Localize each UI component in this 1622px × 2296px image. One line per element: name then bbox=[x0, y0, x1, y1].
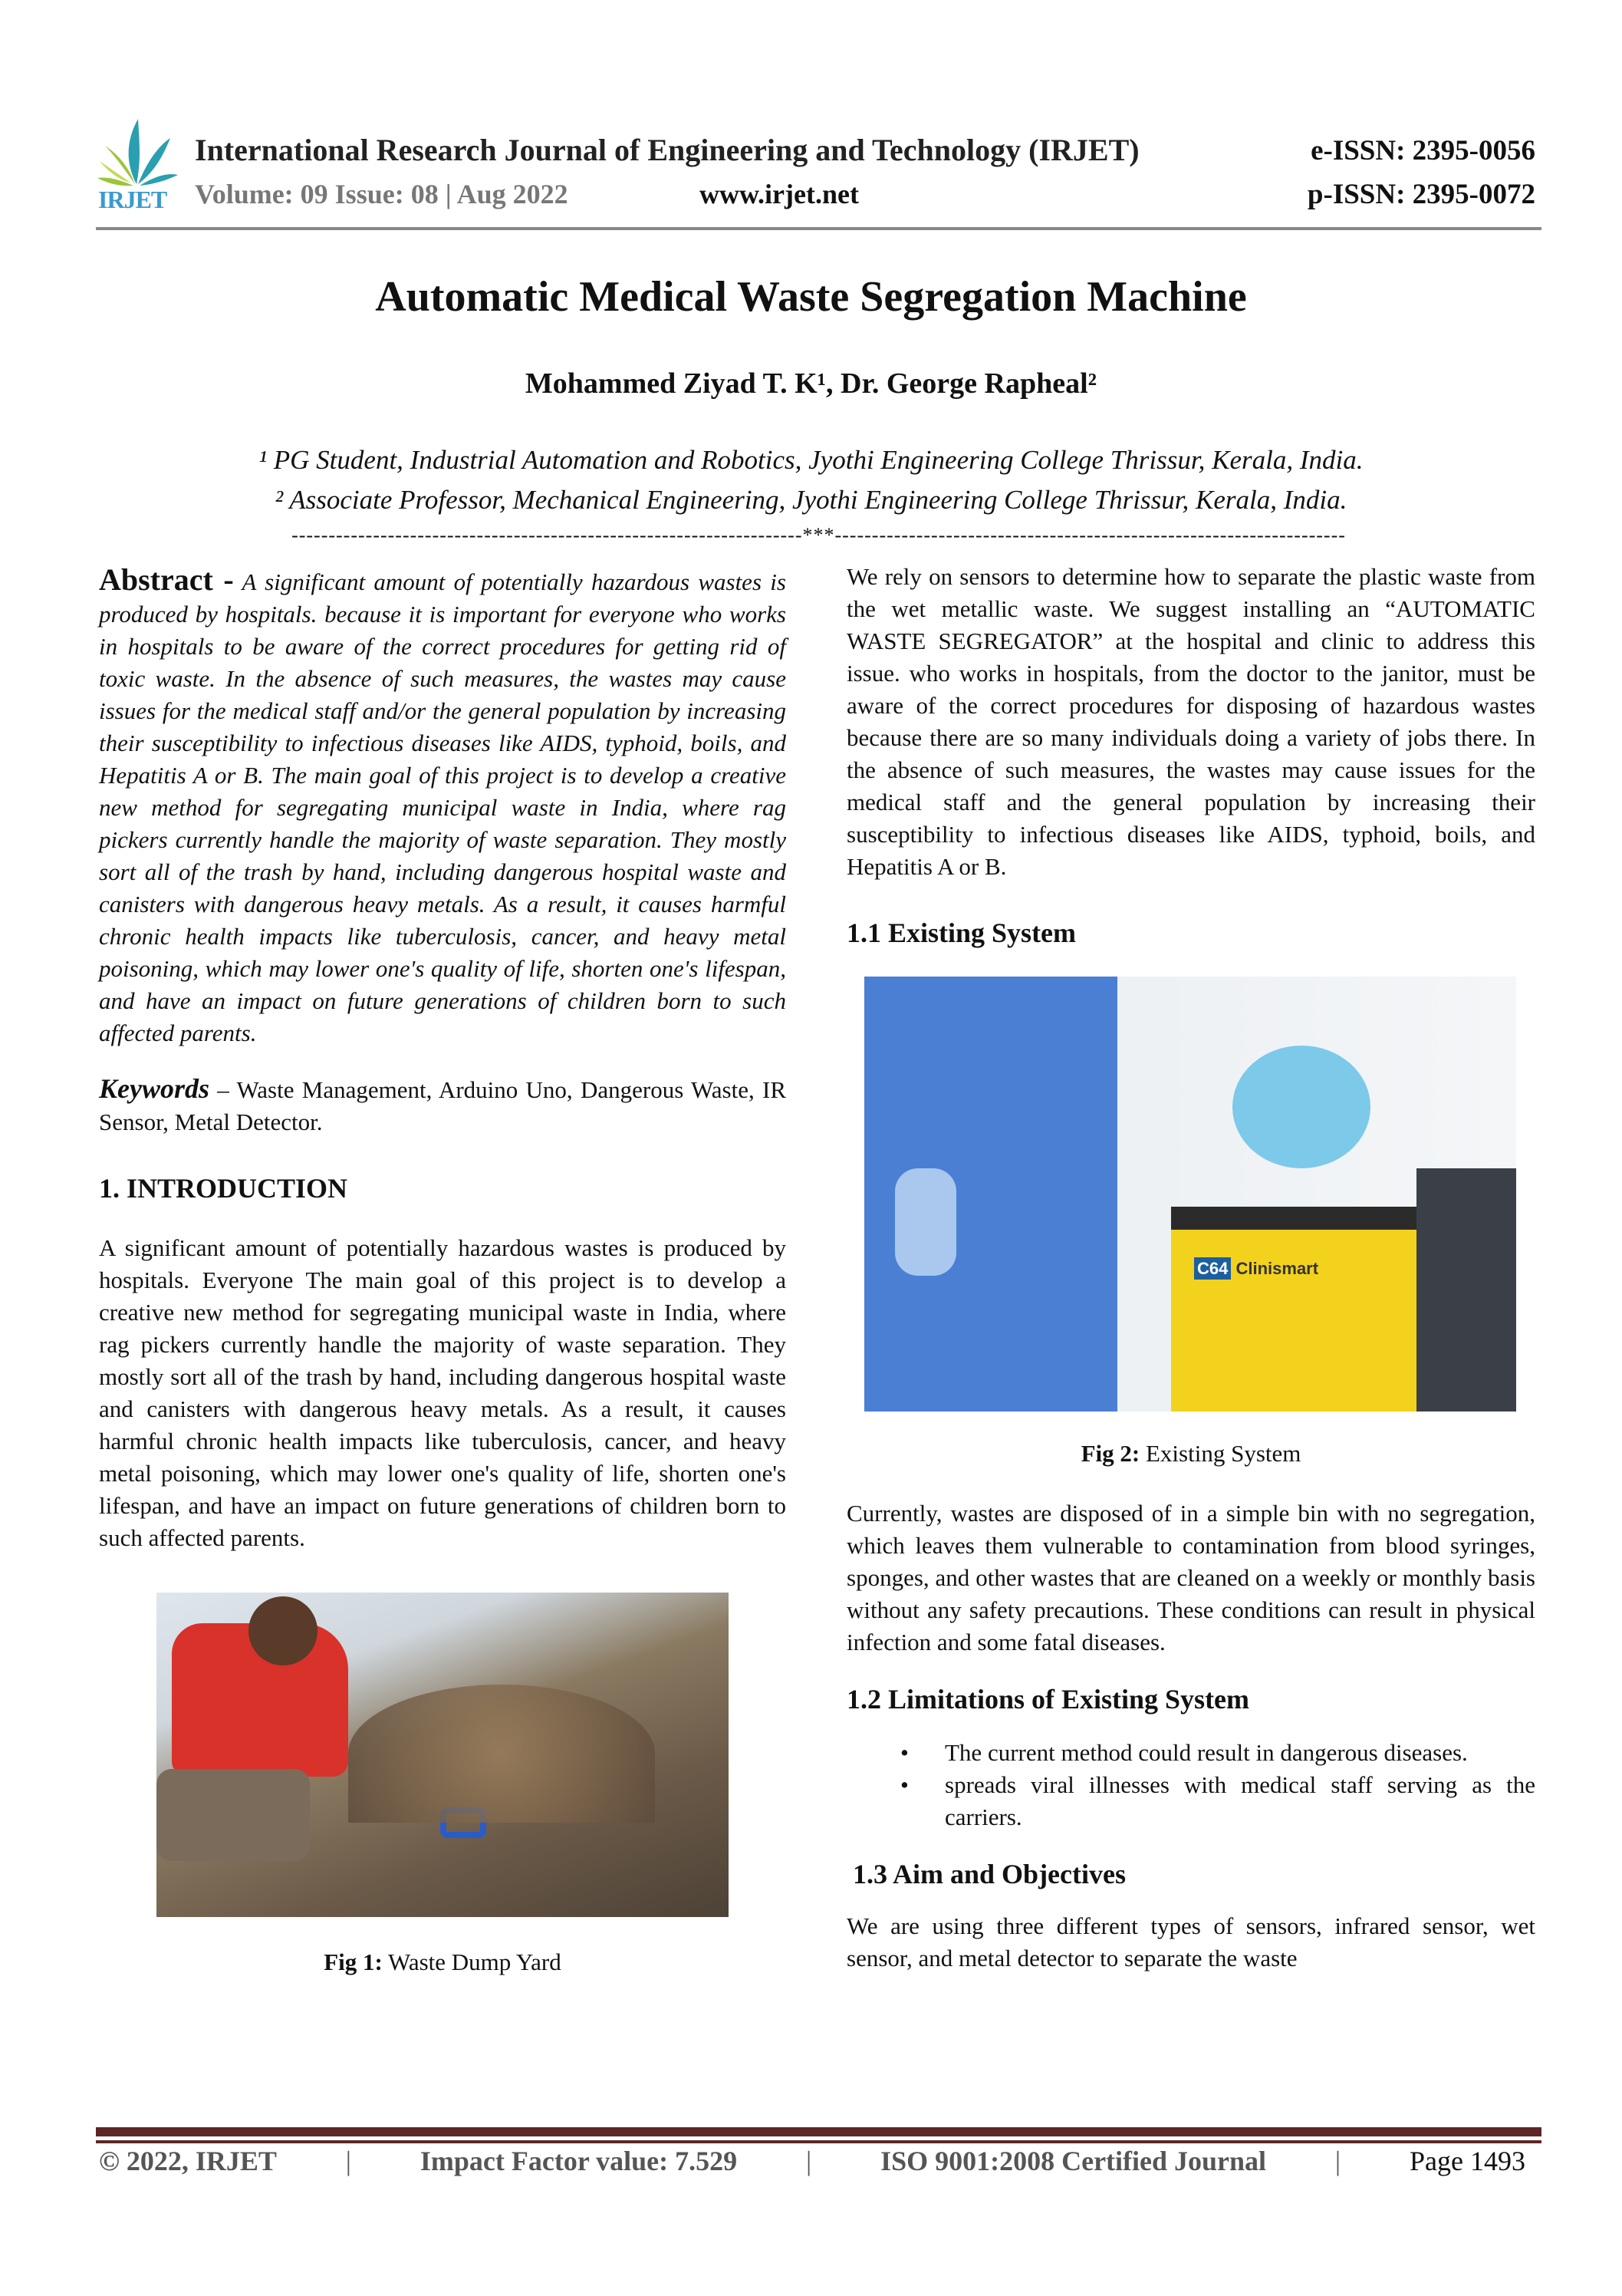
paper-title: Automatic Medical Waste Segregation Machine bbox=[375, 273, 1247, 321]
fig1-image bbox=[156, 1593, 729, 1917]
fig2-caption-text: Existing System bbox=[1140, 1440, 1301, 1467]
affiliation-2: ² Associate Professor, Mechanical Engineering, Jyothi Engineering College Thrissur, Kerala, India. bbox=[275, 485, 1347, 515]
footer-bar bbox=[96, 2127, 1541, 2136]
abstract bbox=[99, 564, 786, 1049]
existing-system-text: Currently, wastes are disposed of in a simple bin with no segregation, which leaves them vulnerable to contamination from blood syringes, sponges, and other wastes that are cleaned on a weekly or monthly basis without any safety precautions. These conditions can result in physical infection and some fatal diseases. bbox=[847, 1500, 1535, 1655]
irjet-logo bbox=[94, 115, 179, 215]
header-divider bbox=[96, 227, 1541, 230]
footer-page-number: Page 1493 bbox=[1410, 2146, 1525, 2176]
section-1-1-heading: 1.1 Existing System bbox=[847, 917, 1077, 948]
fig2-image bbox=[864, 977, 1516, 1412]
fig1-caption-text: Waste Dump Yard bbox=[382, 1948, 561, 1975]
section-1-2-heading: 1.2 Limitations of Existing System bbox=[847, 1684, 1250, 1715]
pissn: p-ISSN: 2395-0072 bbox=[1307, 179, 1535, 210]
volume-info: Volume: 09 Issue: 08 | Aug 2022 bbox=[195, 179, 568, 209]
fig2-caption bbox=[847, 1438, 1535, 1470]
keywords-text: – Waste Management, Arduino Uno, Dangerous Waste, IR Sensor, Metal Detector. bbox=[99, 1076, 786, 1135]
footer-separator: | bbox=[1334, 2146, 1341, 2176]
left-column bbox=[99, 564, 786, 1978]
aim-text: We are using three different types of sensors, infrared sensor, wet sensor, and metal detector to separate the waste bbox=[847, 1912, 1535, 1972]
bin-brand: Clinismart bbox=[1235, 1259, 1319, 1278]
footer bbox=[99, 2145, 1525, 2177]
fig1-caption bbox=[99, 1946, 786, 1978]
footer-bar-thin bbox=[96, 2140, 1541, 2143]
affiliation-1: ¹ PG Student, Industrial Automation and Robotics, Jyothi Engineering College Thrissur, Kerala, India. bbox=[258, 445, 1364, 475]
keywords bbox=[99, 1072, 786, 1138]
bin-code: C64 bbox=[1194, 1257, 1231, 1280]
logo-text: IRJET bbox=[98, 186, 167, 213]
right-intro-text: We rely on sensors to determine how to separate the plastic waste from the wet metallic waste. We suggest installing an “AUTOMATIC WASTE SEGREGATOR” at the hospital and clinic to address this issue. who works in hospitals, from the doctor to the janitor, must be aware of the correct procedures for disposing of hazardous wastes because there are so many individuals doing a variety of jobs there. In the absence of such measures, the wastes may cause issues for the medical staff and the general population by increasing their susceptibility to infectious diseases like AIDS, typhoid, boils, and Hepatitis A or B. bbox=[847, 563, 1535, 880]
separator: ---------------------------------------------------------------------***--------------------------------------------------------------------- bbox=[291, 524, 1346, 546]
section-introduction-heading: 1. INTRODUCTION bbox=[99, 1173, 348, 1204]
fig1-label: Fig 1: bbox=[324, 1948, 383, 1975]
footer-separator: | bbox=[806, 2146, 812, 2176]
right-column bbox=[847, 561, 1535, 1975]
abstract-text: A significant amount of potentially hazardous wastes is produced by hospitals. because it is important for everyone who works in hospitals to be aware of the correct procedures for getting rid of toxic waste. In the absence of such measures, the wastes may cause issues for the medical staff and/or the general population by increasing their susceptibility to infectious diseases like AIDS, typhoid, boils, and Hepatitis A or B. The main goal of this project is to develop a creative new method for segregating municipal waste in India, where rag pickers currently handle the majority of waste separation. They mostly sort all of the trash by hand, including dangerous hospital waste and canisters with dangerous heavy metals. As a result, it causes harmful chronic health impacts like tuberculosis, cancer, and heavy metal poisoning, which may lower one's quality of life, shorten one's lifespan, and have an impact on future generations of children born to such affected parents. bbox=[99, 568, 786, 1046]
keywords-heading: Keywords bbox=[99, 1073, 209, 1104]
abstract-heading: Abstract - bbox=[99, 562, 234, 597]
footer-copyright: © 2022, IRJET bbox=[99, 2146, 277, 2176]
footer-iso: ISO 9001:2008 Certified Journal bbox=[880, 2146, 1267, 2176]
list-item: • The current method could result in dangerous diseases. bbox=[900, 1737, 1535, 1769]
authors: Mohammed Ziyad T. K¹, Dr. George Rapheal² bbox=[525, 367, 1097, 400]
list-item: • spreads viral illnesses with medical staff serving as the carriers. bbox=[900, 1769, 1535, 1833]
section-1-3-heading: 1.3 Aim and Objectives bbox=[853, 1859, 1126, 1889]
eissn: e-ISSN: 2395-0056 bbox=[1311, 135, 1535, 166]
limitations-list bbox=[900, 1737, 1535, 1833]
footer-impact-factor: Impact Factor value: 7.529 bbox=[419, 2146, 738, 2176]
fig2-label: Fig 2: bbox=[1081, 1440, 1140, 1467]
footer-separator: | bbox=[345, 2146, 352, 2176]
journal-name: International Research Journal of Engineering and Technology (IRJET) bbox=[195, 133, 1140, 167]
website-link[interactable]: www.irjet.net bbox=[699, 179, 859, 209]
introduction-text: A significant amount of potentially hazardous wastes is produced by hospitals. Everyone The main goal of this project is to develop a creative new method for segregating municipal waste in India, where rag pickers currently handle the majority of waste separation. They mostly sort all of the trash by hand, including dangerous hospital waste and canisters with dangerous heavy metals. As a result, it causes harmful chronic health impacts like tuberculosis, cancer, and heavy metal poisoning, which may lower one's quality of life, shorten one's lifespan, and have an impact on future generations of children born to such affected parents. bbox=[99, 1234, 786, 1551]
